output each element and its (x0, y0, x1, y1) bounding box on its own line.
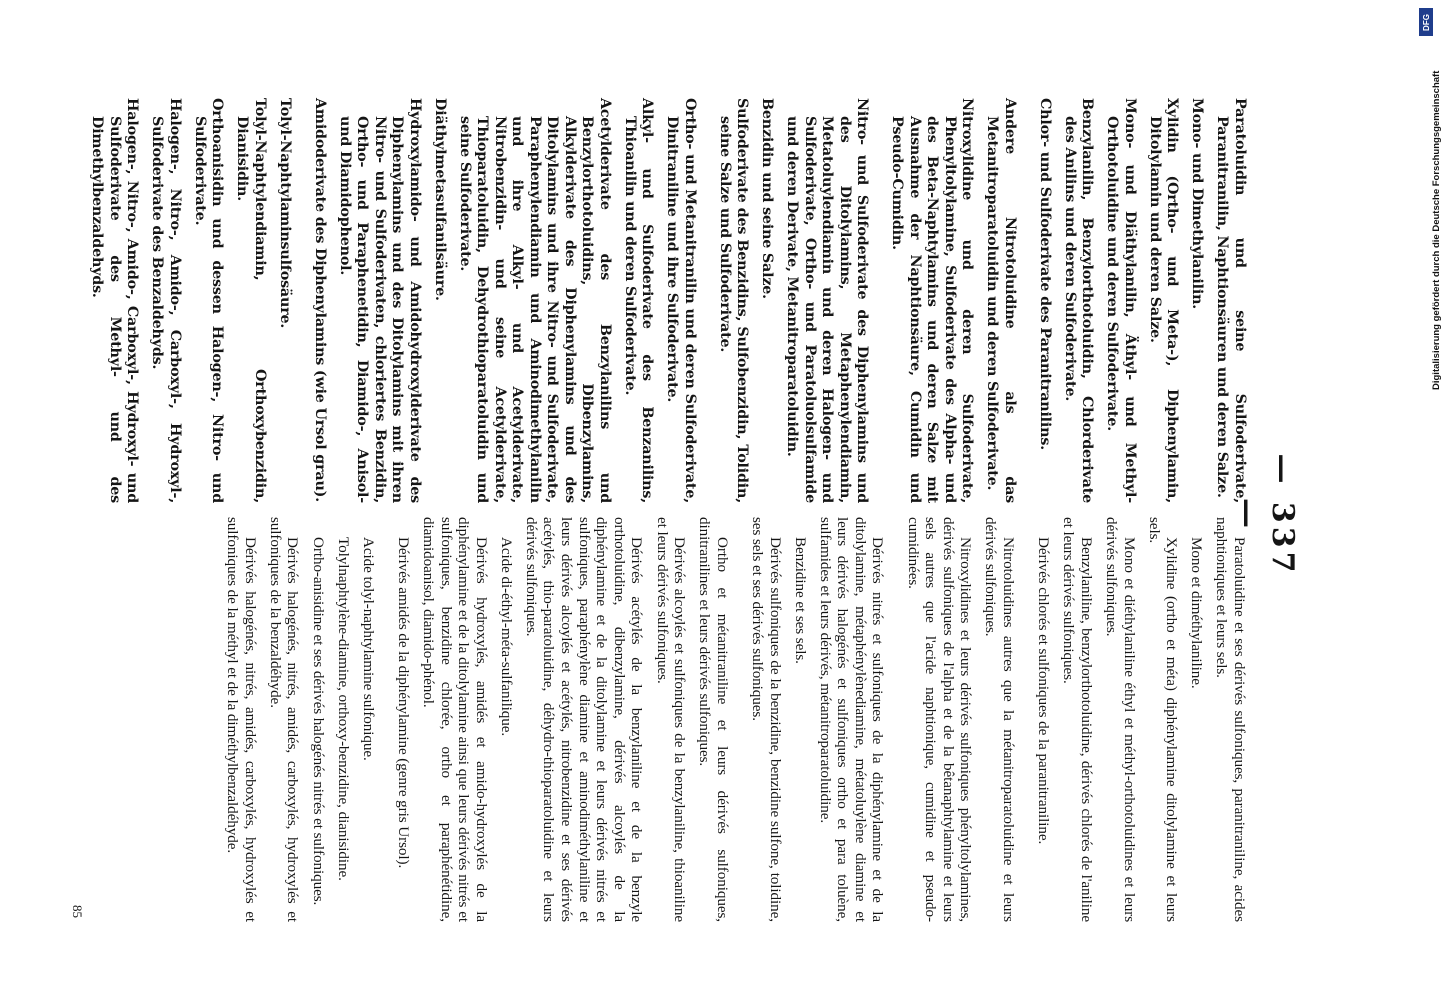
german-entry: Benzidin und seine Salze. (759, 98, 776, 299)
german-entry: Halogen-, Nitro-, Amido-, Carboxyl-, Hydroxyl-, Sulfoderivate des Benzaldehyds. (149, 98, 183, 503)
french-entry: Dérivés hydroxylés, amidés et amido-hydroxylés de la diphénylamine et de la ditolylamine ainsi que leurs dérivés nitrés et sulfoniques, benzidine chlorée, ortho et paraphénétidine, diamidoanisol, diamido-phénol. (419, 517, 490, 922)
german-entry: Ortho- und Metanitranilin und deren Sulfoderivate, Dinitraniline und ihre Sulfoderivate. (664, 98, 698, 503)
german-entry: Halogen-, Nitro-, Amido-, Carboxyl-, Hydroxyl- und Sulfoderivate des Methyl- und des Dimethylbenzaldehyds. (89, 98, 141, 503)
french-entry: Ortho et métanitraniline et leurs dérivés sulfoniques, dinitranilines et leurs dérivés sulfoniques. (696, 517, 731, 922)
french-column (216, 517, 1248, 922)
german-entry: Acetylderivate des Benzylanilins und Benzylorthotoluidins, Dibenzylamins, Alkylderivate des Diphenylamins und des Ditolylamins und ihre Nitro- und Sulfoderivate, Paraphenylendiamin und Aminodimethylanilin und ihre Alkyl- und Acetylderivate, Nitrobenzidin- und seine Acetylderivate, Thioparatoluidin, Dehydrothioparatoluidin und seine Sulfoderivate. (457, 98, 613, 503)
french-entry: Dérivés alcoylés et sulfoniques de la benzylaniline, thioaniline et leurs dérivés sulfoniques. (653, 517, 689, 922)
french-entry: Tolylnaphtylène-diamine, orthoxy-benzidine, dianisidine. (334, 537, 352, 881)
french-entry: Dérivés halogénés, nitrés, amidés, carboxylés, hydroxylés et sulfoniques de la méthyl et de la diméthylbenzaldéhyde. (224, 517, 259, 922)
french-entry: Acide di-éthyl-méta-sulfanilique. (497, 537, 515, 737)
german-entry: Tolyl-Naphtylendiamin, Orthoxybenzidin, Dianisidin. (234, 98, 268, 503)
french-entry: Dérivés halogénés, nitrés, amidés, carboxylés, hydroxylés et sulfoniques de la benzaldéhyde. (266, 517, 302, 922)
german-entry: Orthoanisidin und dessen Halogen-, Nitro- und Sulfoderivate. (192, 98, 226, 503)
french-entry: Dérivés sulfoniques de la benzidine, benzidine sulfone, tolidine, ses sels et ses dérivés sulfoniques. (748, 517, 784, 922)
dfg-logo-text: DFG (1421, 13, 1431, 31)
french-entry: Benzidine et ses sels. (791, 537, 809, 664)
french-entry: Mono et diméthylaniline. (1188, 537, 1206, 689)
german-entry: Diäthylmetasulfanilsäure. (432, 98, 448, 301)
german-entry: Xylidin (Ortho- und Meta-), Diphenylamin, Ditolylamin und deren Salze. (1147, 98, 1181, 503)
french-entry: Acide tolyl-naphtylamine sulfonique. (359, 537, 377, 761)
german-entry: Amidoderivate des Diphenylamins (wie Ursol grau). (312, 98, 328, 502)
french-entry: Nitrotoluidines autres que la métanitroparatoluidine et leurs dérivés sulfoniques. (982, 517, 1018, 922)
rotated-book-page (70, 85, 1310, 925)
french-entry: Dérivés nitrés et sulfoniques de la diphénylamine et de la ditolylamine, métaphénylènediamine, métatoluylène diamine et leurs dérivés halogénés et sulfoniques ortho et para toluène, sulfamides et leurs dérivés, métanitroparatoluidine. (816, 517, 887, 922)
digitization-note (1418, 10, 1442, 390)
german-entry: Nitroxylidine und deren Sulfoderivate, Phenyltolylamine, Sulfoderivate des Alpha- und des Beta-Naphtylamins und deren Salze mit Ausnahme der Naphtionsäure, Cumidin und Pseudo-Cumidin. (889, 98, 976, 503)
german-entry: Mono- und Dimethylanilin. (1189, 98, 1206, 310)
french-entry: Dérivés acétylés de la benzylaniline et de la benzyle orthotoluidine, dibenzylamine, dérivés alcoylés de la diphénylamine et de la ditolylamine et leurs dérivés nitrés et sulfoniques, paraphénylène diamine et aminodiméthylaniline et leurs dérivés alcoylés et acétylés, nitrobenzidine et ses dérivés acétylés, thio-paratoluidine, déhydro-thioparatoluidine et leurs dérivés sulfoniques. (522, 517, 646, 922)
french-entry: Ortho-anisidine et ses dérivés halogénés nitrés et sulfoniques. (309, 537, 327, 906)
german-entry: Chlor- und Sulfoderivate des Paranitranilins. (1037, 98, 1053, 450)
page-number: — 337 — (1230, 453, 1300, 577)
german-entry: Nitro- und Sulfoderivate des Diphenylamins und des Ditolylamins, Metaphenylendiamin, Metatoluylendiamin und deren Halogen- und Sulfoderivate, Ortho- und Paratoluolsulfamide und deren Derivate, Metanitroparatoluidin. (784, 98, 871, 503)
german-entry: Mono- und Diäthylanilin, Äthyl- und Methyl-Orthotoluidine und deren Sulfoderivate. (1104, 98, 1138, 503)
german-entry: Paratoluidin und seine Sulfoderivate, Paranitranilin, Naphtionsäuren und deren Salze. (1214, 98, 1248, 503)
french-entry: Benzylaniline, benzylorthotoluidine, dérivés chlorés de l'aniline et leurs dérivés sulfoniques. (1060, 517, 1095, 922)
digitization-note-text: Digitalisierung gefördert durch die Deutsche Forschungsgemeinschaft (1431, 70, 1442, 390)
french-entry: Nitroxylidines et leurs dérivés sulfoniques phényltolylamines, dérivés sulfoniques de l'alpha et de la bêtanaphtylamine et leurs sels autres que l'acide naphtionique, cumidine et pseudo-cumidinées. (904, 517, 975, 922)
german-entry: Alkyl- und Sulfoderivate des Benzanilins, Thioanilin und deren Sulfoderivate. (622, 98, 656, 503)
french-entry: Xylidine (ortho et méta) diphénylamine ditolylamine et leurs sels. (1145, 517, 1181, 922)
french-entry: Paratoluidine et ses dérivés sulfoniques, paranitraniline, acides naphtioniques et leurs sels. (1213, 517, 1248, 922)
german-column (81, 98, 1249, 503)
german-entry: Tolyl-Naphtylaminsulfosäure. (277, 98, 293, 329)
german-entry: Benzylanilin, Benzylorthotoluidin, Chlorderivate des Anilins und deren Sulfoderivate. (1062, 98, 1096, 503)
german-entry: Hydroxylamido- und Amidohydroxylderivate des Diphenylamins und des Ditolylamins mit ihren Nitro- und Sulfoderivaten, chloriertes Benzidin, Ortho- und Paraphenetidin, Diamido-, Anisol- und Diamidophenol. (337, 98, 423, 503)
footer-page-number: 85 (70, 905, 85, 918)
french-entry: Mono et diéthylaniline éthyl et méthyl-orthotoluidines et leurs dérivés sulfoniques. (1102, 517, 1138, 922)
french-entry: Dérivés amidés de la diphénylamine (genre gris Ursol). (394, 537, 412, 869)
german-entry: Andere Nitrotoluidine als das Metanitroparatoluidin und deren Sulfoderivate. (984, 98, 1018, 503)
german-entry: Sulfoderivate des Benzidins, Sulfobenzidin, Tolidin, seine Salze und Sulfoderivate. (717, 98, 751, 503)
french-entry: Dérivés chlorés et sulfoniques de la paranitraniline. (1035, 537, 1053, 845)
